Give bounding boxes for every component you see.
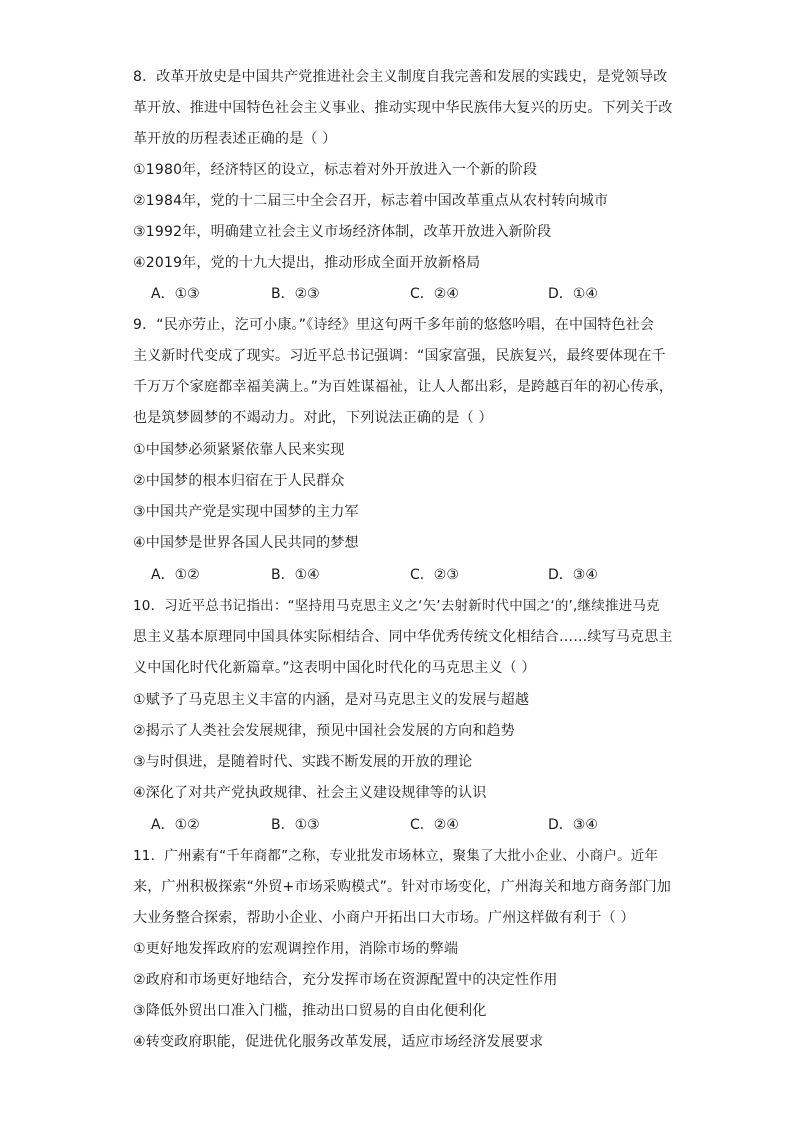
q9-stem-line-3: 千万万个家庭都幸福美满上。”为百姓谋福祉，让人人都出彩，是跨越百年的初心传承， [133, 379, 674, 395]
q10-option-c[interactable]: C．②④ [410, 817, 459, 833]
q9-item-1: ①中国梦必须紧紧依靠人民来实现 [133, 442, 345, 458]
q9-stem-line-2: 主义新时代变成了现实。习近平总书记强调：“国家富强，民族复兴，最终要体现在千 [133, 348, 666, 364]
q10-option-b[interactable]: B．①③ [271, 817, 320, 833]
q8-stem-line-1: 8．改革开放史是中国共产党推进社会主义制度自我完善和发展的实践史，是党领导改 [133, 69, 668, 85]
q10-option-d[interactable]: D．③④ [548, 817, 598, 833]
q8-item-4: ④2019年，党的十九大提出，推动形成全面开放新格局 [133, 255, 481, 271]
q11-item-2: ②政府和市场更好地结合，充分发挥市场在资源配置中的决定性作用 [133, 972, 558, 988]
q10-item-3: ③与时俱进，是随着时代、实践不断发展的开放的理论 [133, 754, 473, 770]
q11-item-3: ③降低外贸出口准入门槛，推动出口贸易的自由化便利化 [133, 1003, 487, 1019]
q10-option-a[interactable]: A．①② [151, 817, 200, 833]
q9-option-d[interactable]: D．③④ [548, 567, 598, 583]
q11-stem-line-1: 11．广州素有“千年商都”之称，专业批发市场林立，聚集了大批小企业、小商户。近年 [133, 848, 659, 864]
q9-option-a[interactable]: A．①② [151, 567, 200, 583]
q8-option-c[interactable]: C．②④ [410, 286, 459, 302]
q9-item-3: ③中国共产党是实现中国梦的主力军 [133, 504, 359, 520]
q11-stem-line-3: 大业务整合探索，帮助小企业、小商户开拓出口大市场。广州这样做有利于（ ） [133, 910, 635, 926]
q8-option-a[interactable]: A．①③ [151, 286, 200, 302]
q10-stem-line-2: 思主义基本原理同中国具体实际相结合、同中华优秀传统文化相结合……续写马克思主 [133, 629, 673, 645]
q11-item-1: ①更好地发挥政府的宏观调控作用，消除市场的弊端 [133, 941, 459, 957]
q10-stem-line-1: 10．习近平总书记指出：“坚持用马克思主义之‘矢’去射新时代中国之‘的’,继续推进马克 [133, 598, 660, 614]
q10-options [151, 815, 671, 835]
q8-stem-line-3: 革开放的历程表述正确的是（ ） [133, 131, 337, 147]
q8-options [151, 284, 671, 304]
q10-item-1: ①赋予了马克思主义丰富的内涵，是对马克思主义的发展与超越 [133, 692, 530, 708]
q8-stem-line-2: 革开放、推进中国特色社会主义事业、推动实现中华民族伟大复兴的历史。下列关于改 [133, 100, 673, 116]
q11-item-4: ④转变政府职能，促进优化服务改革发展，适应市场经济发展要求 [133, 1034, 544, 1050]
q9-options [151, 565, 671, 585]
q10-item-4: ④深化了对共产党执政规律、社会主义建设规律等的认识 [133, 785, 487, 801]
q8-item-3: ③1992年，明确建立社会主义市场经济体制，改革开放进入新阶段 [133, 224, 552, 240]
q9-stem-line-1: 9．“民亦劳止，汔可小康。”《诗经》里这句两千多年前的悠悠吟唱，在中国特色社会 [133, 317, 655, 333]
q9-item-4: ④中国梦是世界各国人民共同的梦想 [133, 535, 359, 551]
q11-stem-line-2: 来，广州积极探索“外贸+市场采购模式”。针对市场变化，广州海关和地方商务部门加 [133, 879, 672, 895]
q9-stem-line-4: 也是筑梦圆梦的不竭动力。对此，下列说法正确的是（ ） [133, 410, 493, 426]
q8-option-d[interactable]: D．①④ [548, 286, 598, 302]
q10-stem-line-3: 义中国化时代化新篇章。”这表明中国化时代化的马克思主义（ ） [133, 660, 536, 676]
q8-item-2: ②1984年，党的十二届三中全会召开，标志着中国改革重点从农村转向城市 [133, 193, 609, 209]
q9-item-2: ②中国梦的根本归宿在于人民群众 [133, 473, 345, 489]
q9-option-b[interactable]: B．①④ [271, 567, 320, 583]
q10-item-2: ②揭示了人类社会发展规律，预见中国社会发展的方向和趋势 [133, 723, 515, 739]
q8-item-1: ①1980年，经济特区的设立，标志着对外开放进入一个新的阶段 [133, 162, 538, 178]
q9-option-c[interactable]: C．②③ [410, 567, 459, 583]
q8-option-b[interactable]: B．②③ [271, 286, 320, 302]
